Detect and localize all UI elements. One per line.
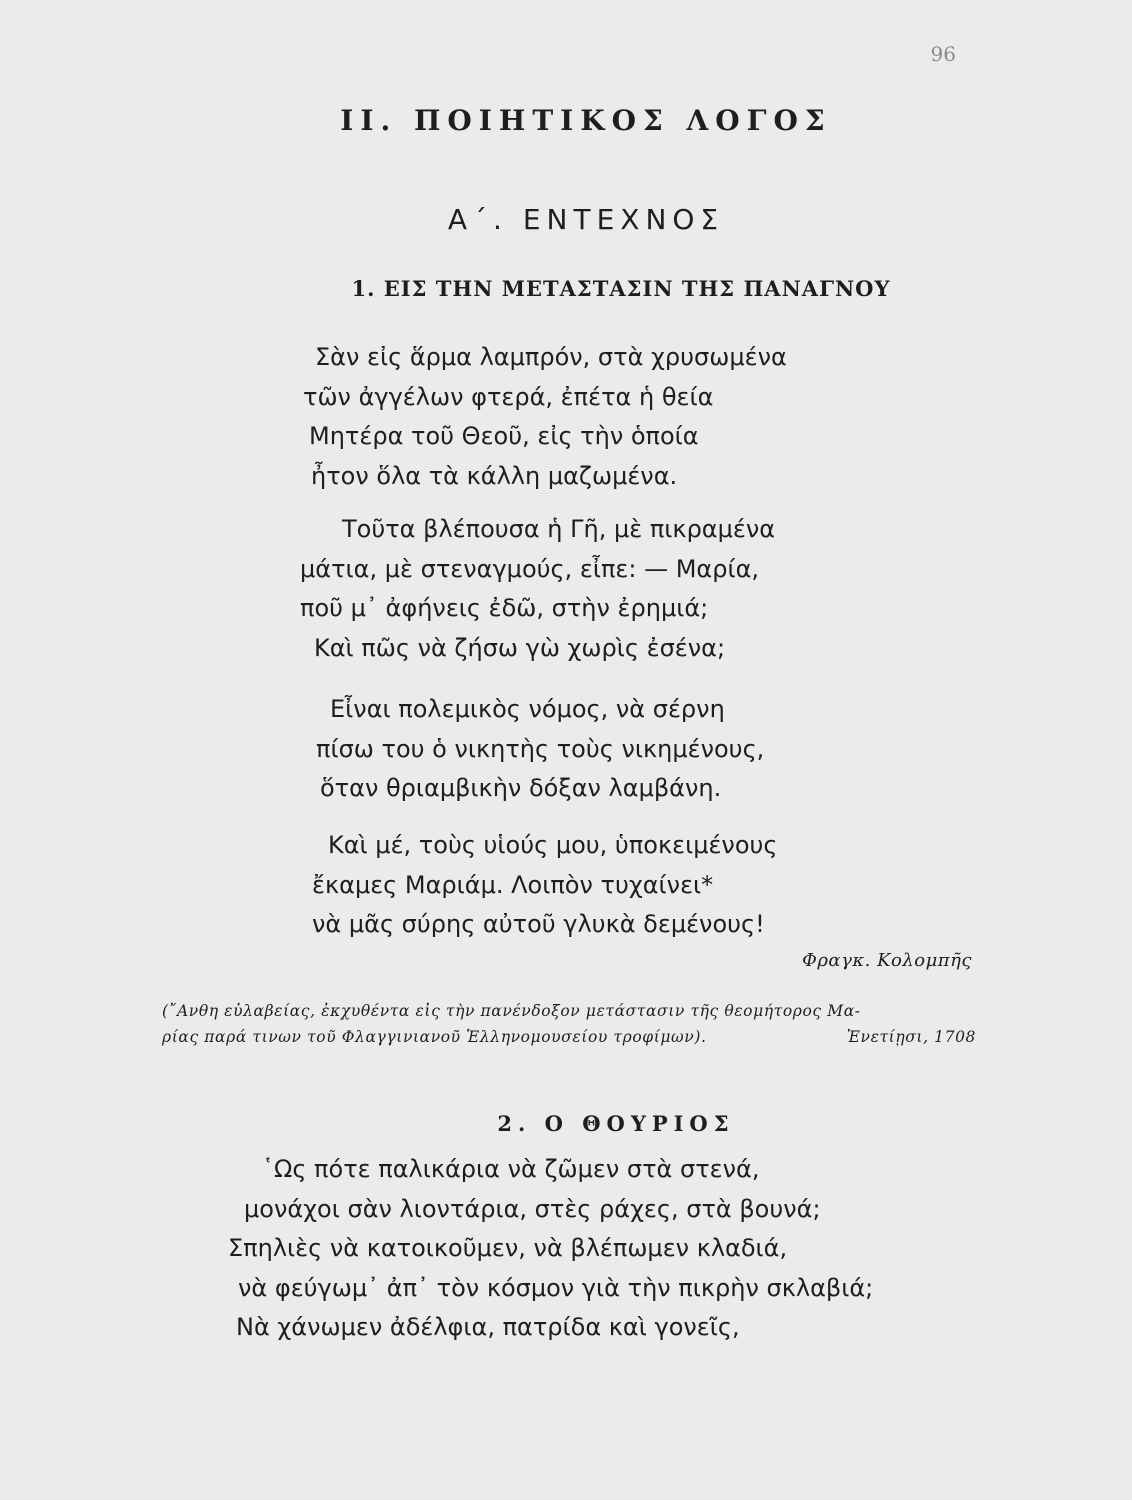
verse-line: Τοῦτα βλέπουσα ἡ Γῆ, μὲ πικραμένα xyxy=(342,515,776,543)
verse-line: Καὶ μέ, τοὺς υἱούς μου, ὑποκειμένους xyxy=(328,831,778,859)
poem-2-stanza-1 xyxy=(228,1150,874,1348)
verse-line: Καὶ πῶς νὰ ζήσω γὼ χωρὶς ἐσένα; xyxy=(314,633,726,662)
poem-1-stanza-2 xyxy=(300,510,775,668)
citation-line: ρίας παρά τινων τοῦ Φλαγγινιανοῦ Ἑλληνομουσείου τροφίμων). xyxy=(162,1028,707,1046)
subsection-title: Α΄. ΕΝΤΕΧΝΟΣ xyxy=(447,203,725,236)
page-number: 96 xyxy=(930,42,956,66)
verse-line: Σὰν εἰς ἅρμα λαμπρόν, στὰ χρυσωμένα xyxy=(315,343,787,371)
verse-line: Σπηλιὲς νὰ κατοικοῦμεν, νὰ βλέπωμεν κλαδιά, xyxy=(228,1234,788,1262)
verse-line: ῾Ως πότε παλικάρια νὰ ζῶμεν στὰ στενά, xyxy=(262,1155,760,1183)
poem-title-2: 2. Ο ΘΟΥΡΙΟΣ xyxy=(497,1111,735,1136)
verse-line: μάτια, μὲ στεναγμούς, εἶπε: — Μαρία, xyxy=(300,554,760,583)
verse-line: πίσω του ὁ νικητὴς τοὺς νικημένους, xyxy=(316,734,765,763)
section-title: ΙΙ. ΠΟΙΗΤΙΚΟΣ ΛΟΓΟΣ xyxy=(340,104,832,137)
citation-line: (῎Ανθη εὐλαβείας, ἐκχυθέντα εἰς τὴν πανένδοξον μετάστασιν τῆς θεομήτορος Μα- xyxy=(162,1002,861,1020)
verse-line: ὅταν θριαμβικὴν δόξαν λαμβάνη. xyxy=(320,774,722,802)
poem-1-stanza-4 xyxy=(312,826,778,945)
verse-line: Μητέρα τοῦ Θεοῦ, εἰς τὴν ὁποία xyxy=(309,422,699,450)
poem-1-stanza-3 xyxy=(316,690,765,809)
verse-line: Εἶναι πολεμικὸς νόμος, νὰ σέρνη xyxy=(330,695,725,723)
verse-line: νὰ φεύγωμ᾽ ἀπ᾽ τὸν κόσμον γιὰ τὴν πικρὴν σκλαβιά; xyxy=(238,1273,874,1302)
source-citation xyxy=(162,998,976,1050)
verse-line: ἦτον ὅλα τὰ κάλλη μαζωμένα. xyxy=(311,461,678,490)
verse-line: τῶν ἀγγέλων φτερά, ἐπέτα ἡ θεία xyxy=(303,382,714,411)
verse-line: νὰ μᾶς σύρης αὐτοῦ γλυκὰ δεμένους! xyxy=(312,910,765,938)
citation-place-year: Ἐνετίῃσι, 1708 xyxy=(846,1028,976,1046)
verse-line: ἔκαμες Μαριάμ. Λοιπὸν τυχαίνει* xyxy=(312,870,714,899)
verse-line: Νὰ χάνωμεν ἀδέλφια, πατρίδα καὶ γονεῖς, xyxy=(236,1313,740,1341)
verse-line: μονάχοι σὰν λιοντάρια, στὲς ράχες, στὰ βουνά; xyxy=(244,1194,821,1223)
poem-title-1: 1. ΕΙΣ ΤΗΝ ΜΕΤΑΣΤΑΣΙΝ ΤΗΣ ΠΑΝΑΓΝΟΥ xyxy=(351,276,891,301)
verse-line: ποῦ μ᾽ ἀφήνεις ἐδῶ, στὴν ἐρημιά; xyxy=(300,594,709,622)
poem-1-stanza-1 xyxy=(303,338,787,496)
author-name: Φραγκ. Κολομπῆς xyxy=(802,950,972,971)
